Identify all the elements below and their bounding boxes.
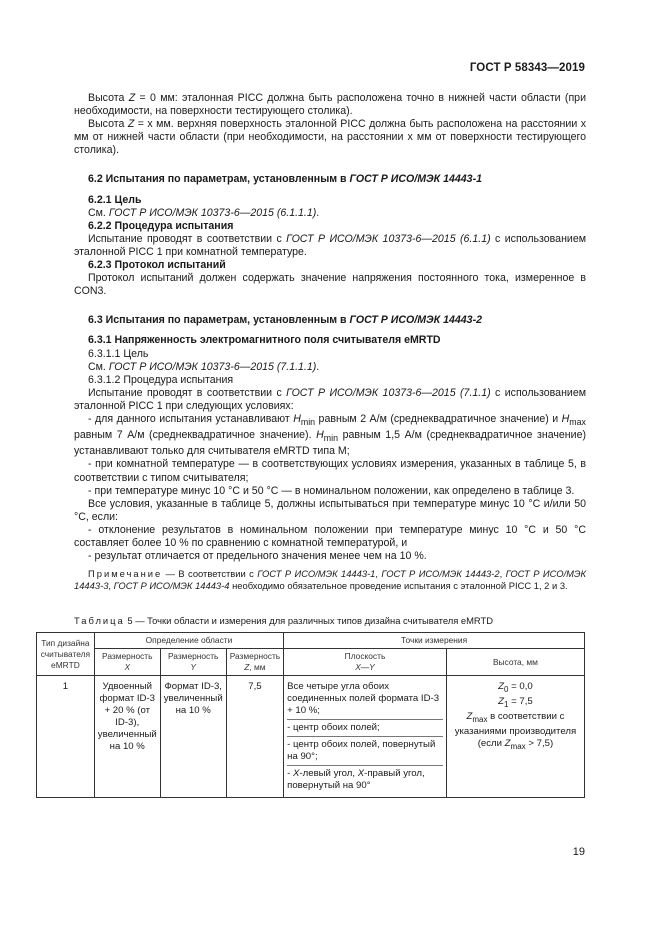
subsection-heading-6-3-1-1: 6.3.1.1 Цель [88,347,149,360]
cell-dim-x: Удвоенный формат ID-3 + 20 % (от ID-3), увеличенный на 10 % [94,676,160,798]
header-area: Определение области [94,633,283,649]
paragraph-6-3-1-2: Испытание проводят в соответствии с ГОСТ Р ИСО/МЭК 10373-6—2015 (7.1.1) с использованием эталонной PICC 1 при следующих условиях: [74,386,587,412]
cell-dim-z: 7,5 [226,676,283,798]
document-body [40,92,587,798]
paragraph-6-2-2: Испытание проводят в соответствии с ГОСТ Р ИСО/МЭК 10373-6—2015 (6.1.1) с использованием эталонной PICC 1 при комнатной температуре. [74,232,587,258]
paragraph-height-x: Высота Z = x мм. верхняя поверхность эталонной PICC должна быть расположена на расстоянии х мм от нижней части области (при необходимости, на расстоянии х мм от поверхности тестирующего столика). [74,118,586,157]
cell-dim-y: Формат ID-3, увеличенный на 10 % [160,676,226,798]
document-code-header: ГОСТ Р 58343—2019 [469,62,585,74]
section-heading-6-3: 6.3 Испытания по параметрам, установленным в ГОСТ Р ИСО/МЭК 14443-2 [88,314,482,327]
subsection-heading-6-2-2: 6.2.2 Процедура испытания [88,219,234,232]
header-dim-y: Размерность Y [160,649,226,676]
paragraph-6-3-1-1: См. ГОСТ Р ИСО/МЭК 10373-6—2015 (7.1.1.1). [88,360,320,373]
paragraph-6-2-1: См. ГОСТ Р ИСО/МЭК 10373-6—2015 (6.1.1.1). [88,206,320,219]
list-item: - для данного испытания устанавливают $H_{min}$ равным 2 А/м (среднеквадратичное значение) и $H_{max}$ равным 7 А/м (среднеквадратичное значение). $H_{min}$ равным 1,5 А/м (среднеквадратичное значение) устанавливают только для считывателя eMRTD типа M; [74,412,586,458]
subsection-heading-6-2-3: 6.2.3 Протокол испытаний [88,259,226,272]
list-item: - результат отличается от предельного значения менее чем на 10 %. [88,550,427,563]
header-dim-z: Размерность Z, мм [226,649,283,676]
cell-height: $Z_0 = 0,0$ $Z_1 = 7,5$ $Z_{max}$ в соответствии с указаниями производителя (если $Z_{max} > 7,5$) [446,676,584,798]
paragraph-6-2-3: Протокол испытаний должен содержать значение напряжения постоянного тока, измеренное в CON3. [74,272,586,298]
list-item: - отклонение результатов в номинальном положении при температуре минус 10 °С и 50 °С составляет более 10 % по сравнению с комнатной температурой, и [74,523,586,550]
paragraph-all-conditions: Все условия, указанные в таблице 5, должны испытываться при температуре минус 10 °С и/или 50 °С, если: [74,497,586,523]
cell-plane: Все четыре угла обоих соединенных полей формата ID-3 + 10 %; - центр обоих полей; - центр обоих полей, повернутый на 90°; - X-левый угол, X-правый угол, повернутый на 90° [284,676,447,798]
table-header-row [37,633,585,649]
section-heading-6-2: 6.2 Испытания по параметрам, установленным в ГОСТ Р ИСО/МЭК 14443-1 [88,173,482,186]
table-caption: Таблица 5 — Точки области и измерения для различных типов дизайна считывателя eMRTD [74,615,494,627]
header-dim-x: Размерность X [94,649,160,676]
measurement-points-table [36,632,585,798]
header-plane: Плоскость X—Y [284,649,447,676]
header-height: Высота, мм [446,649,584,676]
list-item: - при комнатной температуре — в соответствующих условиях измерения, указанных в таблице 5, в соответствии с типом считывателя; [74,458,586,484]
paragraph-height-zero: Высота Z = 0 мм: эталонная PICC должна быть расположена точно в нижней части области (при необходимости, на поверхности тестирующего столика). [74,92,586,118]
header-type: Тип дизайна считывателя eMRTD [37,633,95,676]
table-header-row [37,649,585,676]
subsection-heading-6-2-1: 6.2.1 Цель [88,193,142,206]
list-item: - при температуре минус 10 °С и 50 °С — в номинальном положении, как определено в таблице 3. [88,484,575,497]
table-row [37,676,585,798]
header-points: Точки измерения [284,633,585,649]
subsection-heading-6-3-1-2: 6.3.1.2 Процедура испытания [88,373,234,386]
page-number: 19 [572,846,585,858]
note-paragraph: Примечание — В соответствии с ГОСТ Р ИСО/МЭК 14443-1, ГОСТ Р ИСО/МЭК 14443-2, ГОСТ Р ИСО/МЭК 14443-3, ГОСТ Р ИСО/МЭК 14443-4 необходимо обязательное проведение испытания с эталонной PICC 1, 2 и 3. [74,568,586,592]
cell-type: 1 [37,676,95,798]
subsection-heading-6-3-1: 6.3.1 Напряженность электромагнитного поля считывателя eMRTD [88,334,441,347]
